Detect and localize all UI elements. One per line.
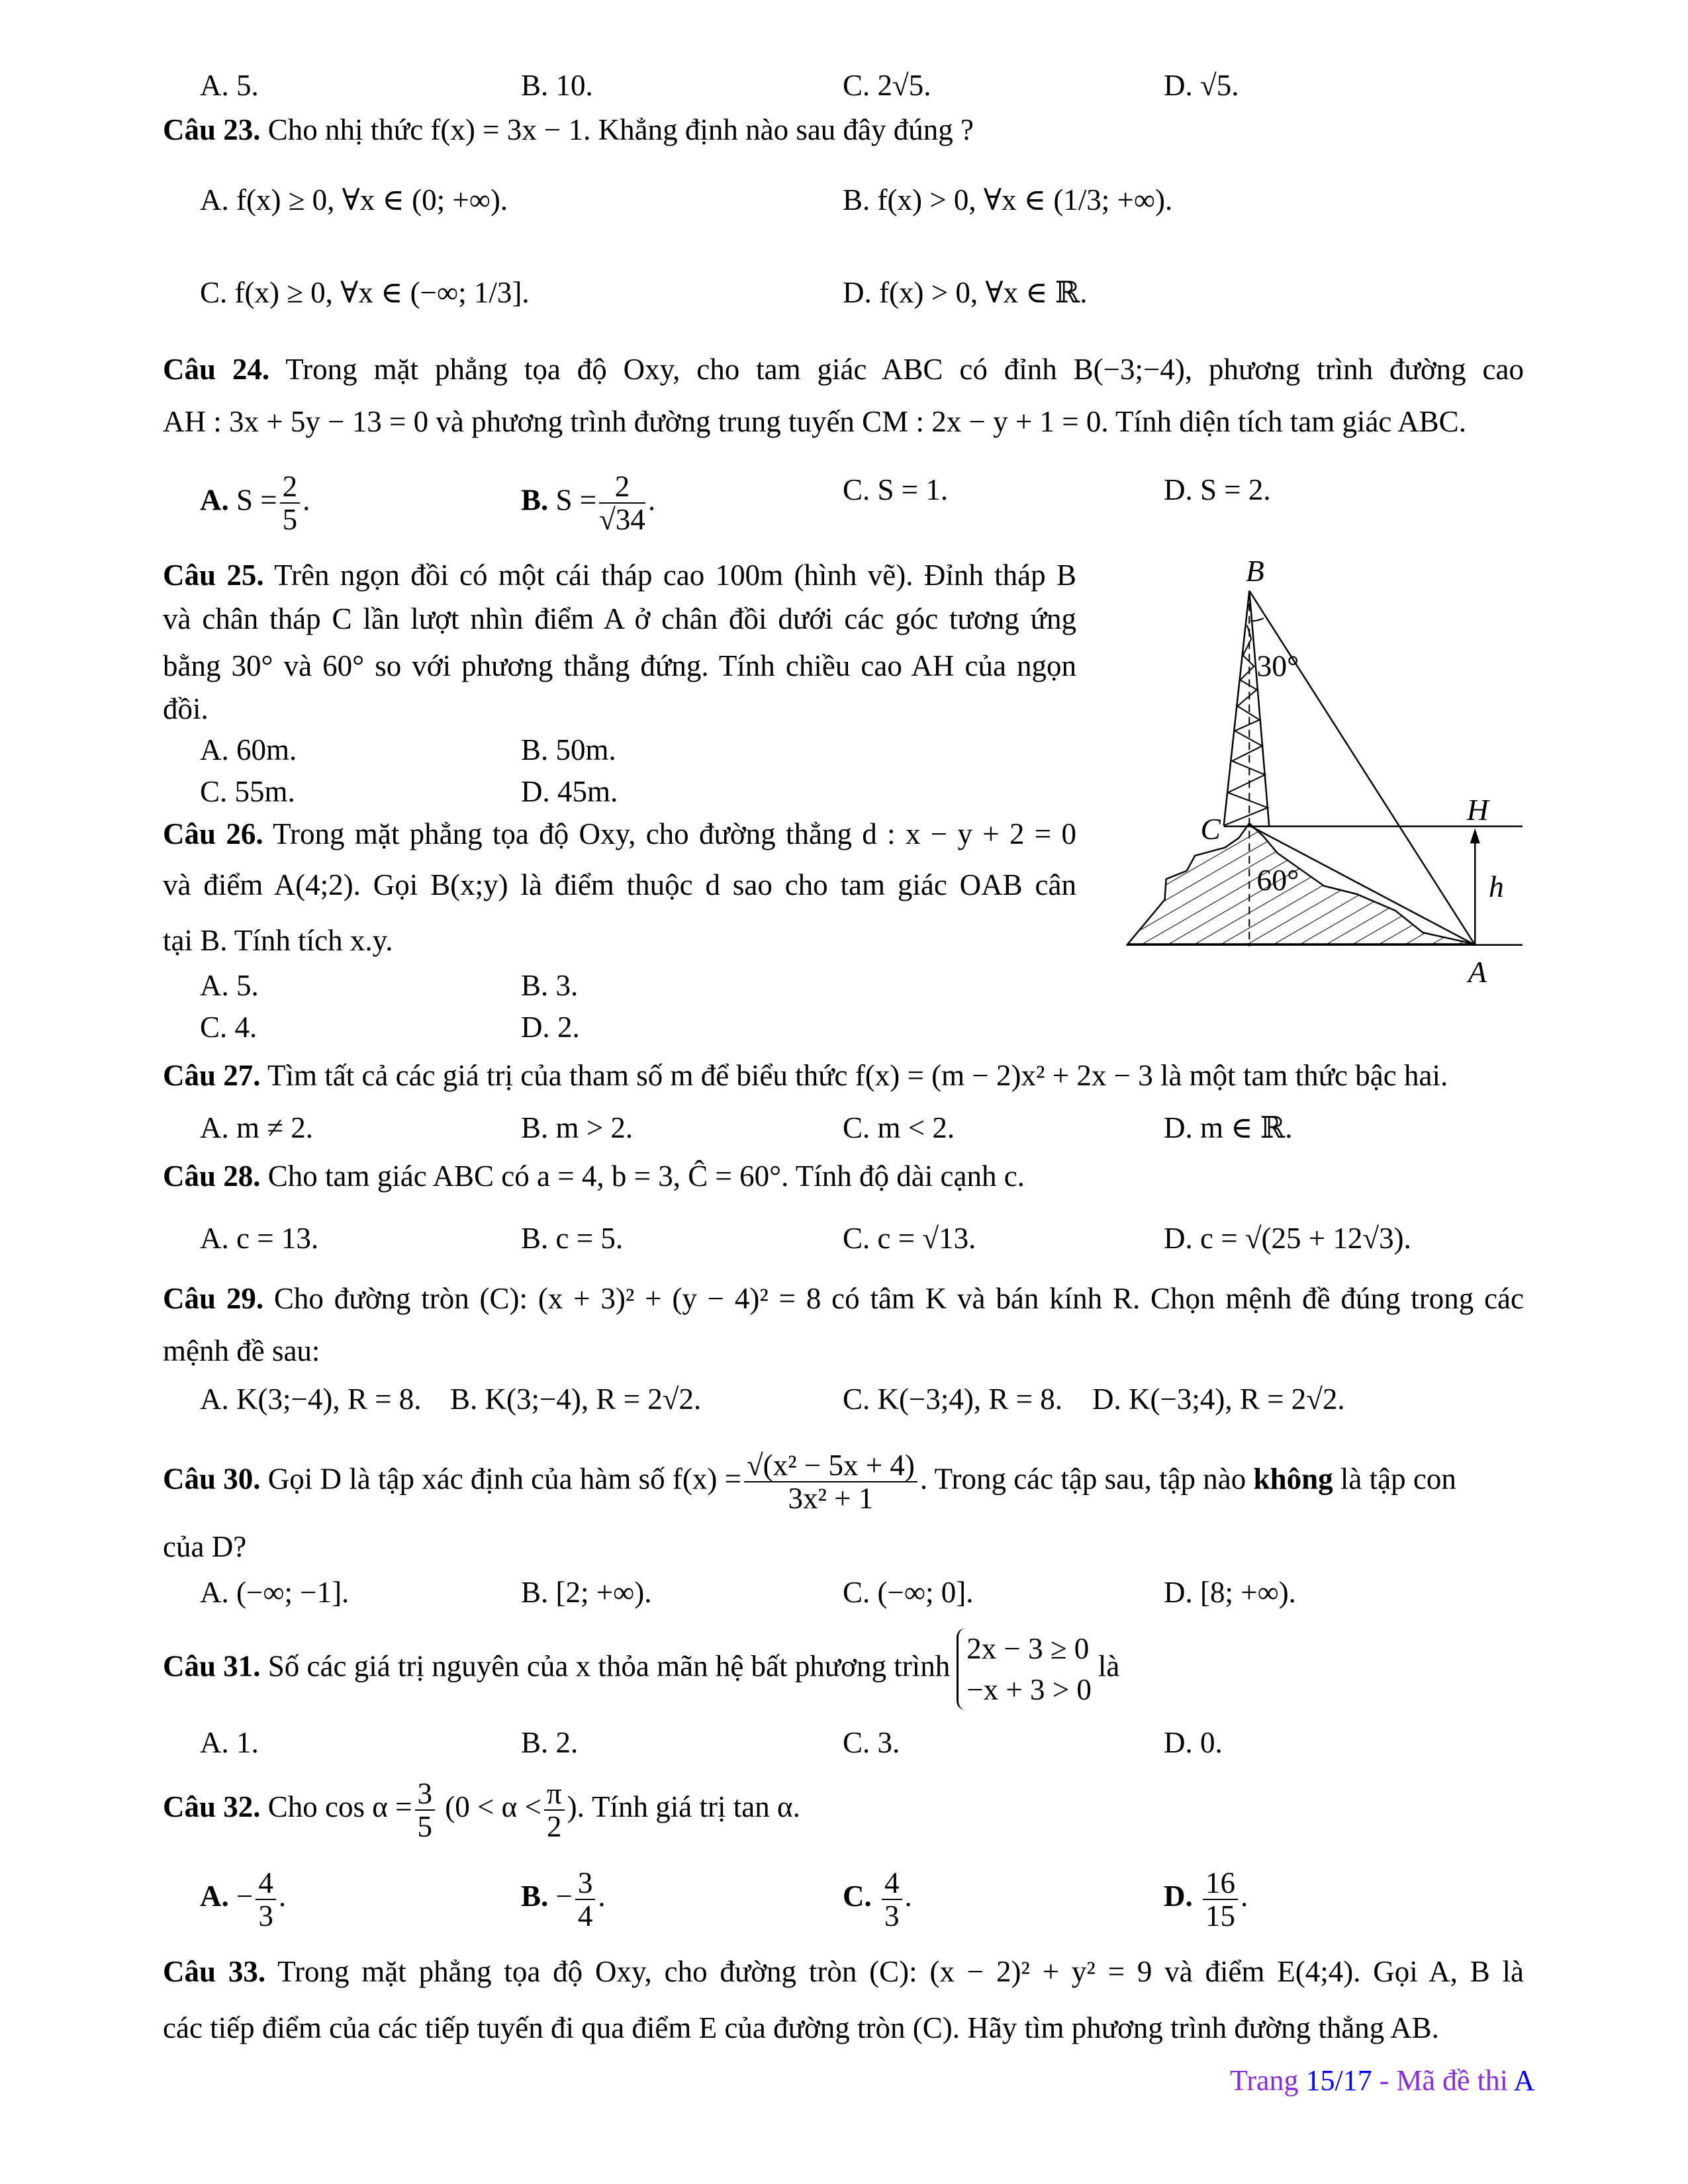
q26-stem-line1: [163, 815, 1076, 853]
q23-label: Câu 23.: [163, 113, 261, 146]
numerator: √(x² − 5x + 4): [744, 1449, 917, 1482]
q30-label: Câu 30.: [163, 1462, 261, 1496]
q25-option-d: D. 45m.: [521, 775, 618, 808]
angle-60: 60°: [1256, 862, 1299, 897]
denominator: 4: [577, 1899, 593, 1933]
q31-option-d: D. 0.: [1164, 1726, 1223, 1759]
q29-option-a: A. K(3;−4), R = 8.: [200, 1383, 422, 1416]
q28-option-a: A. c = 13.: [200, 1222, 319, 1255]
q26-stem-line2: và điểm A(4;2). Gọi B(x;y) là điểm thuộc d sao cho tam giác OAB cân: [163, 868, 1076, 901]
q26-text: Trong mặt phẳng tọa độ Oxy, cho đường thẳng d : x − y + 2 = 0: [273, 817, 1077, 850]
inequality-1: 2x − 3 ≥ 0: [966, 1632, 1090, 1665]
q30-option-a: A. (−∞; −1].: [200, 1576, 350, 1609]
fraction: [1203, 1867, 1238, 1932]
q32-option-a: A. − $\frac{4}{3}$ .: [200, 1866, 287, 1933]
q22-option-a: A. 5.: [200, 69, 259, 102]
numerator: 2: [280, 471, 301, 504]
q23-option-b: B. f(x) > 0, ∀x ∈ (1/3; +∞).: [843, 183, 1173, 216]
q24-text: Trong mặt phẳng tọa độ Oxy, cho tam giác ABC có đỉnh B(−3;−4), phương trình đường cao: [285, 353, 1524, 386]
q26-stem-line3: tại B. Tính tích x.y.: [163, 924, 393, 957]
option-letter: C.: [843, 1880, 872, 1913]
q29-stem-line2: mệnh đề sau:: [163, 1334, 320, 1367]
q23-stem: [163, 111, 974, 149]
option-letter: B.: [521, 483, 549, 517]
q25-text: Trên ngọn đồi có một cái tháp cao 100m (hình vẽ). Đỉnh tháp B: [274, 559, 1077, 592]
q22-option-d: D. √5.: [1164, 69, 1239, 102]
q24-label: Câu 24.: [163, 353, 270, 386]
q31-option-a: A. 1.: [200, 1726, 259, 1759]
q30-text: Gọi D là tập xác định của hàm số f(x) =: [267, 1462, 741, 1496]
option-lhs: S =: [236, 483, 277, 517]
denominator: 3: [884, 1899, 900, 1933]
option-letter: A.: [200, 1880, 229, 1913]
label-b: B: [1245, 554, 1264, 588]
angle-30: 30°: [1256, 649, 1299, 683]
q25-option-c: C. 55m.: [200, 775, 295, 808]
q22-option-c: C. 2√5.: [843, 69, 931, 102]
q24-option-a: A. S = $\frac{2}{5}$ .: [200, 470, 310, 536]
q30-fraction: [744, 1449, 917, 1514]
condition: (0 < α <: [445, 1790, 541, 1823]
q27-option-d: D. m ∈ ℝ.: [1164, 1111, 1293, 1144]
numerator: 16: [1203, 1867, 1238, 1900]
q25-stem-line4: đồi.: [163, 692, 209, 725]
q30-text-end: là tập con: [1340, 1462, 1456, 1496]
q32-stem: [163, 1774, 800, 1843]
q27-option-b: B. m > 2.: [521, 1111, 633, 1144]
label-a: A: [1468, 954, 1487, 989]
q25-stem-line2: và chân tháp C lần lượt nhìn điểm A ở chân đồi dưới các góc tương ứng: [163, 602, 1076, 635]
q27-stem: [163, 1056, 1448, 1095]
q31-label: Câu 31.: [163, 1649, 261, 1683]
q24-option-c: C. S = 1.: [843, 473, 949, 506]
q31-option-c: C. 3.: [843, 1726, 900, 1759]
q30-option-d: D. [8; +∞).: [1164, 1576, 1296, 1609]
denominator: √34: [599, 503, 645, 536]
q25-label: Câu 25.: [163, 559, 264, 592]
q32-text: Cho cos α =: [267, 1790, 412, 1823]
q22-option-b: B. 10.: [521, 69, 593, 102]
q26-option-b: B. 3.: [521, 969, 579, 1002]
q30-stem: [163, 1449, 1456, 1514]
q28-stem: [163, 1157, 1025, 1195]
denominator: 3: [258, 1899, 273, 1933]
q32-text-post: . Tính giá trị tan α.: [577, 1790, 800, 1823]
numerator: 3: [575, 1867, 596, 1900]
q27-option-a: A. m ≠ 2.: [200, 1111, 313, 1144]
q25-option-a: A. 60m.: [200, 733, 297, 766]
fraction: [575, 1867, 596, 1932]
fraction: [882, 1867, 902, 1932]
q30-option-c: C. (−∞; 0].: [843, 1576, 974, 1609]
fraction: [544, 1778, 565, 1843]
q33-stem-line1: [163, 1952, 1524, 1991]
q25-option-b: B. 50m.: [521, 733, 616, 766]
option-letter: B.: [521, 1880, 549, 1913]
inequality-2: −x + 3 > 0: [966, 1673, 1092, 1706]
q30-bold: không: [1253, 1462, 1333, 1496]
denominator: 15: [1205, 1899, 1235, 1933]
q32-option-d: D. $\frac{16}{15}$ .: [1164, 1866, 1248, 1933]
q33-text: Trong mặt phẳng tọa độ Oxy, cho đường tròn (C): (x − 2)² + y² = 9 và điểm E(4;4). Gọi A, B là: [277, 1955, 1524, 1988]
denominator: 2: [546, 1809, 562, 1843]
footer-code: A: [1513, 2064, 1535, 2097]
q30-option-b: B. [2; +∞).: [521, 1576, 652, 1609]
q24-stem-line2: AH : 3x + 5y − 13 = 0 và phương trình đường trung tuyến CM : 2x − y + 1 = 0. Tính diện tích tam giác ABC.: [163, 405, 1466, 438]
hill: [1128, 823, 1476, 944]
q26-option-c: C. 4.: [200, 1011, 258, 1044]
q28-text: Cho tam giác ABC có a = 4, b = 3, Ĉ = 60°. Tính độ dài cạnh c.: [267, 1160, 1025, 1193]
q25-stem-line1: [163, 556, 1076, 594]
q27-label: Câu 27.: [163, 1059, 261, 1092]
q29-text: Cho đường tròn (C): (x + 3)² + (y − 4)² = 8 có tâm K và bán kính R. Chọn mệnh đề đúng trong các: [273, 1282, 1524, 1315]
page-footer: [1230, 2064, 1534, 2097]
q23-option-c: C. f(x) ≥ 0, ∀x ∈ (−∞; 1/3].: [200, 276, 530, 309]
q24-stem-line1: [163, 350, 1524, 388]
option-letter: D.: [1164, 1880, 1193, 1913]
q28-label: Câu 28.: [163, 1160, 261, 1193]
q29-label: Câu 29.: [163, 1282, 264, 1315]
sign: −: [555, 1880, 573, 1913]
numerator: 3: [415, 1778, 436, 1811]
q23-option-a: A. f(x) ≥ 0, ∀x ∈ (0; +∞).: [200, 183, 508, 216]
numerator: 2: [599, 471, 645, 504]
q29-option-c: C. K(−3;4), R = 8.: [843, 1383, 1063, 1416]
fraction: [280, 471, 301, 535]
q27-option-c: C. m < 2.: [843, 1111, 955, 1144]
q23-option-d: D. f(x) > 0, ∀x ∈ ℝ.: [843, 276, 1088, 309]
footer-page-number: 15/17: [1305, 2064, 1372, 2097]
q28-option-d: D. c = √(25 + 12√3).: [1164, 1222, 1411, 1255]
tower-hill-figure: [1099, 543, 1523, 1006]
q33-stem-line2: các tiếp điểm của các tiếp tuyến đi qua điểm E của đường tròn (C). Hãy tìm phương trình đường thẳng AB.: [163, 2011, 1439, 2044]
q31-text: Số các giá trị nguyên của x thỏa mãn hệ bất phương trình: [267, 1649, 951, 1683]
q32-option-c: C. $\frac{4}{3}$ .: [843, 1866, 912, 1933]
denominator: 5: [417, 1809, 432, 1843]
numerator: 4: [882, 1867, 902, 1900]
label-h: H: [1466, 793, 1489, 827]
q24-option-d: D. S = 2.: [1164, 473, 1271, 506]
footer-code-label: - Mã đề thi: [1372, 2064, 1514, 2097]
q29-option-b: B. K(3;−4), R = 2√2.: [450, 1383, 702, 1416]
q23-text: Cho nhị thức f(x) = 3x − 1. Khẳng định nào sau đây đúng ?: [267, 113, 974, 146]
numerator: 4: [256, 1867, 276, 1900]
q31-text-post: là: [1098, 1649, 1120, 1683]
fraction: [599, 471, 645, 535]
fraction: [256, 1867, 276, 1932]
q30-text-post: . Trong các tập sau, tập nào: [919, 1462, 1246, 1496]
option-lhs: S =: [555, 483, 597, 517]
q32-option-b: B. − $\frac{3}{4}$ .: [521, 1866, 606, 1933]
q30-stem-line2: của D?: [163, 1530, 247, 1563]
q26-label: Câu 26.: [163, 817, 263, 850]
inequality-system: [957, 1628, 1092, 1710]
q24-option-b: B. S = $\frac{2}{√34}$ .: [521, 470, 656, 536]
q28-option-b: B. c = 5.: [521, 1222, 624, 1255]
q33-label: Câu 33.: [163, 1955, 266, 1988]
q27-text: Tìm tất cả các giá trị của tham số m để biểu thức f(x) = (m − 2)x² + 2x − 3 là một tam thức bậc hai.: [267, 1059, 1448, 1092]
q32-label: Câu 32.: [163, 1790, 261, 1823]
label-c: C: [1200, 812, 1221, 846]
q31-stem: [163, 1628, 1119, 1710]
option-letter: A.: [200, 483, 229, 517]
numerator: π: [544, 1778, 565, 1811]
sign: −: [236, 1880, 254, 1913]
q26-option-d: D. 2.: [521, 1011, 580, 1044]
fraction: [415, 1778, 436, 1843]
denominator: 3x² + 1: [788, 1482, 874, 1515]
footer-page-label: Trang: [1230, 2064, 1306, 2097]
q25-stem-line3: bằng 30° và 60° so với phương thẳng đứng. Tính chiều cao AH của ngọn: [163, 649, 1076, 682]
q31-option-b: B. 2.: [521, 1726, 579, 1759]
q29-stem-line1: [163, 1279, 1524, 1318]
q28-option-c: C. c = √13.: [843, 1222, 976, 1255]
condition-close: ): [567, 1790, 577, 1823]
q26-option-a: A. 5.: [200, 969, 259, 1002]
q29-option-d: D. K(−3;4), R = 2√2.: [1092, 1383, 1345, 1416]
denominator: 5: [282, 503, 298, 536]
label-h-height: h: [1488, 870, 1504, 904]
